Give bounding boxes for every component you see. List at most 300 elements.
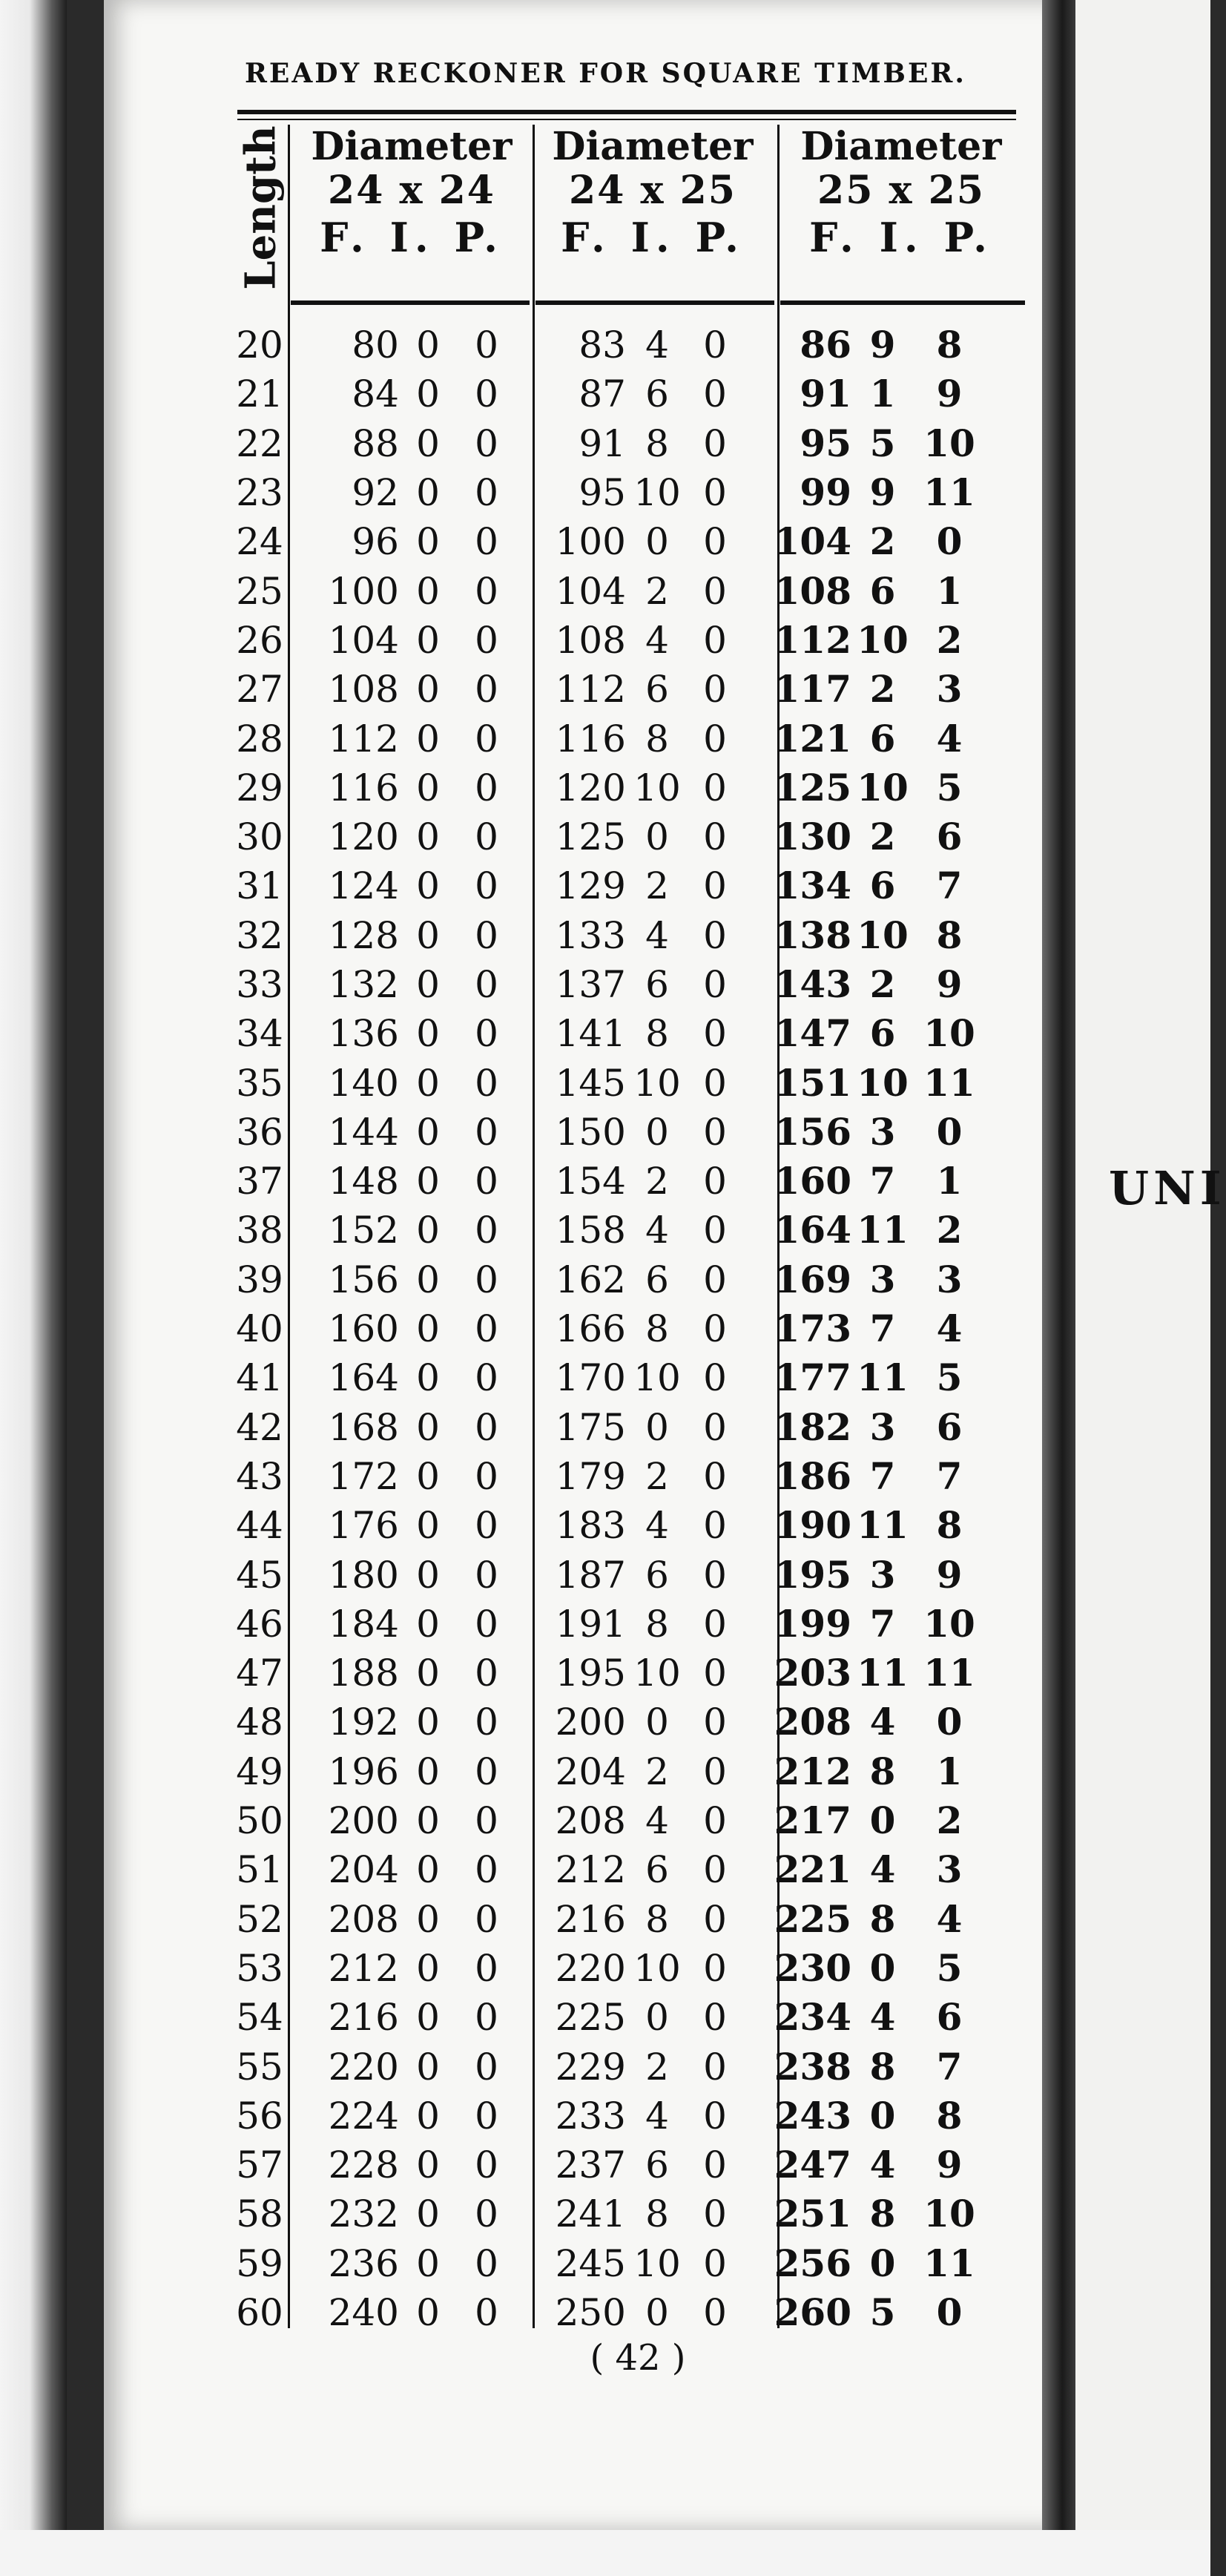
column-size: 24 x 24 [328, 168, 495, 213]
feet-cell: 120 [328, 815, 399, 859]
length-cell: 38 [236, 1209, 283, 1252]
parts-cell: 0 [475, 2143, 498, 2187]
feet-cell: 130 [774, 815, 851, 859]
table-row [230, 2189, 985, 2238]
parts-cell: 0 [475, 1553, 498, 1597]
inches-cell: 4 [645, 323, 669, 367]
inches-cell: 0 [416, 2143, 440, 2187]
column-header-rule [780, 300, 1025, 305]
feet-cell: 200 [555, 1701, 626, 1744]
feet-cell: 141 [555, 1012, 626, 1056]
table-row [230, 1206, 985, 1255]
inches-cell: 4 [869, 1700, 896, 1744]
feet-cell: 212 [774, 1749, 851, 1793]
feet-cell: 186 [774, 1453, 851, 1498]
feet-cell: 96 [352, 520, 399, 564]
table-row [230, 419, 985, 468]
feet-cell: 128 [328, 913, 399, 957]
parts-cell: 1 [936, 1749, 963, 1793]
feet-cell: 241 [555, 2192, 626, 2236]
inches-cell: 0 [416, 520, 440, 564]
inches-cell: 0 [869, 2241, 896, 2285]
inches-cell: 0 [416, 2291, 440, 2335]
inches-cell: 5 [869, 421, 896, 465]
length-cell: 30 [236, 815, 283, 859]
table-row [230, 468, 985, 517]
parts-cell: 0 [703, 1701, 727, 1744]
inches-cell: 0 [416, 1897, 440, 1941]
inches-cell: 0 [416, 1405, 440, 1449]
parts-cell: 7 [936, 1453, 963, 1498]
inches-cell: 11 [857, 1356, 909, 1400]
feet-cell: 104 [774, 519, 851, 564]
table-row [230, 2288, 985, 2337]
feet-cell: 196 [328, 1749, 399, 1793]
table-row [230, 1501, 985, 1550]
feet-cell: 125 [774, 765, 851, 809]
inches-cell: 7 [869, 1601, 896, 1646]
parts-cell: 0 [475, 1749, 498, 1793]
column-size: 25 x 25 [817, 168, 985, 213]
parts-cell: 3 [936, 667, 963, 712]
parts-cell: 0 [703, 1110, 727, 1154]
feet-cell: 137 [555, 963, 626, 1006]
parts-cell: 11 [923, 1651, 975, 1695]
parts-cell: 9 [936, 962, 963, 1006]
length-cell: 24 [236, 520, 283, 564]
parts-cell: 0 [703, 815, 727, 859]
feet-cell: 147 [774, 1011, 851, 1056]
inches-cell: 11 [857, 1651, 909, 1695]
feet-cell: 121 [774, 716, 851, 760]
length-cell: 44 [236, 1504, 283, 1548]
parts-cell: 0 [703, 2291, 727, 2335]
feet-cell: 120 [555, 766, 626, 809]
parts-cell: 0 [475, 520, 498, 564]
parts-cell: 10 [923, 421, 975, 465]
parts-cell: 4 [936, 716, 963, 760]
inches-cell: 6 [645, 372, 669, 416]
length-cell: 23 [236, 471, 283, 515]
table-row [230, 1895, 985, 1944]
column-header-1 [293, 125, 530, 263]
feet-cell: 108 [555, 618, 626, 662]
inches-cell: 8 [645, 1307, 669, 1351]
table-row [230, 616, 985, 665]
inches-cell: 4 [645, 1799, 669, 1843]
parts-cell: 0 [703, 1799, 727, 1843]
length-cell: 43 [236, 1454, 283, 1498]
parts-cell: 0 [475, 1602, 498, 1646]
inches-cell: 3 [869, 1257, 896, 1301]
parts-cell: 0 [475, 1356, 498, 1400]
parts-cell: 0 [475, 1061, 498, 1105]
feet-cell: 80 [352, 323, 399, 367]
inches-cell: 0 [416, 1749, 440, 1793]
feet-cell: 116 [555, 717, 626, 760]
inches-cell: 2 [869, 815, 896, 859]
parts-cell: 0 [703, 1749, 727, 1793]
feet-cell: 86 [800, 323, 851, 367]
table-row [230, 1698, 985, 1747]
parts-cell: 7 [936, 864, 963, 908]
inches-cell: 0 [416, 1996, 440, 2040]
inches-cell: 0 [416, 1110, 440, 1154]
length-cell: 57 [236, 2143, 283, 2187]
feet-cell: 164 [774, 1208, 851, 1252]
inches-cell: 2 [645, 1749, 669, 1793]
parts-cell: 3 [936, 1847, 963, 1892]
length-cell: 54 [236, 1996, 283, 2040]
parts-cell: 0 [475, 1652, 498, 1695]
parts-cell: 0 [475, 1799, 498, 1843]
parts-cell: 5 [936, 765, 963, 809]
parts-cell: 0 [703, 1848, 727, 1892]
inches-cell: 10 [857, 1060, 909, 1105]
inches-cell: 6 [645, 2143, 669, 2187]
inches-cell: 10 [857, 617, 909, 662]
feet-cell: 232 [328, 2192, 399, 2236]
parts-cell: 0 [475, 1258, 498, 1301]
feet-cell: 221 [774, 1847, 851, 1892]
feet-cell: 179 [555, 1454, 626, 1498]
parts-cell: 8 [936, 1503, 963, 1548]
table-row [230, 1058, 985, 1107]
inches-cell: 10 [633, 1652, 681, 1695]
feet-cell: 236 [328, 2241, 399, 2285]
inches-cell: 0 [416, 2094, 440, 2138]
column-size: 24 x 25 [569, 168, 736, 213]
inches-cell: 5 [869, 2290, 896, 2335]
inches-cell: 8 [869, 2044, 896, 2089]
feet-cell: 150 [555, 1110, 626, 1154]
feet-cell: 99 [800, 470, 851, 515]
parts-cell: 0 [475, 1454, 498, 1498]
table-row [230, 2239, 985, 2288]
table-row [230, 566, 985, 615]
length-cell: 21 [236, 372, 283, 416]
length-column-header [231, 125, 291, 290]
parts-cell: 0 [703, 1996, 727, 2040]
parts-cell: 0 [475, 2045, 498, 2089]
feet-cell: 238 [774, 2044, 851, 2089]
parts-cell: 0 [703, 1504, 727, 1548]
length-cell: 58 [236, 2192, 283, 2236]
parts-cell: 0 [703, 1258, 727, 1301]
feet-cell: 208 [328, 1897, 399, 1941]
feet-cell: 173 [774, 1307, 851, 1351]
inches-cell: 0 [416, 1012, 440, 1056]
length-cell: 35 [236, 1061, 283, 1105]
length-cell: 22 [236, 421, 283, 465]
feet-cell: 256 [774, 2241, 851, 2285]
feet-cell: 132 [328, 963, 399, 1006]
parts-cell: 0 [475, 815, 498, 859]
parts-cell: 0 [703, 717, 727, 760]
inches-cell: 3 [869, 1109, 896, 1154]
header-rule-thin [237, 119, 1016, 120]
length-cell: 45 [236, 1553, 283, 1597]
column-units: F. I. P. [561, 214, 745, 261]
length-cell: 42 [236, 1405, 283, 1449]
inches-cell: 0 [416, 1652, 440, 1695]
feet-cell: 208 [555, 1799, 626, 1843]
feet-cell: 224 [328, 2094, 399, 2138]
feet-cell: 92 [352, 471, 399, 515]
parts-cell: 0 [703, 864, 727, 908]
table-row [230, 517, 985, 566]
inches-cell: 4 [869, 1847, 896, 1892]
feet-cell: 237 [555, 2143, 626, 2187]
inches-cell: 8 [645, 1012, 669, 1056]
feet-cell: 260 [774, 2290, 851, 2335]
timber-table [230, 321, 985, 2337]
feet-cell: 129 [555, 864, 626, 908]
parts-cell: 11 [923, 470, 975, 515]
parts-cell: 0 [703, 372, 727, 416]
parts-cell: 0 [703, 618, 727, 662]
parts-cell: 0 [703, 1553, 727, 1597]
inches-cell: 0 [416, 815, 440, 859]
inches-cell: 4 [645, 618, 669, 662]
inches-cell: 10 [633, 2241, 681, 2285]
feet-cell: 195 [774, 1552, 851, 1597]
length-cell: 27 [236, 668, 283, 712]
parts-cell: 5 [936, 1356, 963, 1400]
table-row [230, 1796, 985, 1845]
length-cell: 60 [236, 2291, 283, 2335]
parts-cell: 0 [703, 2143, 727, 2187]
feet-cell: 250 [555, 2291, 626, 2335]
inches-cell: 0 [416, 1061, 440, 1105]
parts-cell: 0 [703, 1061, 727, 1105]
feet-cell: 148 [328, 1160, 399, 1203]
parts-cell: 0 [703, 766, 727, 809]
feet-cell: 104 [555, 569, 626, 613]
parts-cell: 8 [936, 323, 963, 367]
feet-cell: 220 [555, 1946, 626, 1990]
table-row [230, 2140, 985, 2189]
inches-cell: 8 [869, 2192, 896, 2236]
length-cell: 31 [236, 864, 283, 908]
parts-cell: 0 [703, 2045, 727, 2089]
table-row [230, 1157, 985, 1206]
facing-page [1075, 0, 1210, 2576]
parts-cell: 0 [475, 913, 498, 957]
inches-cell: 6 [869, 1011, 896, 1056]
inches-cell: 9 [869, 470, 896, 515]
parts-cell: 0 [703, 1160, 727, 1203]
column-header-rule [535, 300, 774, 305]
feet-cell: 170 [555, 1356, 626, 1400]
length-cell: 28 [236, 717, 283, 760]
table-row [230, 1600, 985, 1649]
table-row [230, 1009, 985, 1058]
parts-cell: 10 [923, 2192, 975, 2236]
inches-cell: 0 [416, 2192, 440, 2236]
feet-cell: 230 [774, 1945, 851, 1990]
feet-cell: 177 [774, 1356, 851, 1400]
parts-cell: 0 [703, 963, 727, 1006]
inches-cell: 0 [416, 963, 440, 1006]
length-cell: 29 [236, 766, 283, 809]
inches-cell: 0 [416, 1454, 440, 1498]
length-cell: 52 [236, 1897, 283, 1941]
length-cell: 34 [236, 1012, 283, 1056]
inches-cell: 10 [633, 1946, 681, 1990]
table-row [230, 960, 985, 1009]
feet-cell: 124 [328, 864, 399, 908]
parts-cell: 11 [923, 1060, 975, 1105]
table-row [230, 861, 985, 910]
feet-cell: 95 [800, 421, 851, 465]
inches-cell: 3 [869, 1404, 896, 1449]
inches-cell: 8 [869, 1896, 896, 1941]
inches-cell: 0 [869, 1945, 896, 1990]
parts-cell: 9 [936, 372, 963, 416]
inches-cell: 6 [645, 668, 669, 712]
inches-cell: 0 [416, 1701, 440, 1744]
inches-cell: 6 [645, 1553, 669, 1597]
length-cell: 59 [236, 2241, 283, 2285]
feet-cell: 91 [579, 421, 626, 465]
parts-cell: 0 [703, 668, 727, 712]
scan-left-margin [0, 0, 67, 2576]
table-row [230, 1403, 985, 1452]
parts-cell: 10 [923, 1601, 975, 1646]
inches-cell: 0 [416, 569, 440, 613]
parts-cell: 0 [936, 1109, 963, 1154]
parts-cell: 0 [475, 2241, 498, 2285]
table-row [230, 1550, 985, 1599]
inches-cell: 0 [416, 1602, 440, 1646]
feet-cell: 144 [328, 1110, 399, 1154]
parts-cell: 0 [703, 569, 727, 613]
table-row [230, 1452, 985, 1501]
parts-cell: 9 [936, 2143, 963, 2187]
column-title: Diameter [552, 124, 754, 169]
column-header-3 [779, 125, 1024, 263]
feet-cell: 191 [555, 1602, 626, 1646]
inches-cell: 6 [869, 568, 896, 613]
inches-cell: 6 [869, 864, 896, 908]
length-cell: 26 [236, 618, 283, 662]
inches-cell: 3 [869, 1552, 896, 1597]
feet-cell: 180 [328, 1553, 399, 1597]
table-row [230, 2092, 985, 2140]
parts-cell: 0 [475, 569, 498, 613]
facing-page-text: UNI [1109, 1161, 1226, 1215]
inches-cell: 0 [416, 1504, 440, 1548]
inches-cell: 10 [633, 766, 681, 809]
parts-cell: 0 [936, 519, 963, 564]
parts-cell: 0 [703, 2192, 727, 2236]
feet-cell: 84 [352, 372, 399, 416]
length-cell: 41 [236, 1356, 283, 1400]
inches-cell: 8 [645, 717, 669, 760]
column-header-2 [534, 125, 771, 263]
table-row [230, 763, 985, 812]
column-title: Diameter [311, 124, 513, 169]
column-header-rule [291, 300, 530, 305]
length-cell: 50 [236, 1799, 283, 1843]
inches-cell: 2 [869, 962, 896, 1006]
feet-cell: 133 [555, 913, 626, 957]
parts-cell: 0 [475, 372, 498, 416]
length-cell: 53 [236, 1946, 283, 1990]
feet-cell: 233 [555, 2094, 626, 2138]
table-row [230, 812, 985, 861]
feet-cell: 175 [555, 1405, 626, 1449]
feet-cell: 112 [555, 668, 626, 712]
parts-cell: 0 [703, 1209, 727, 1252]
length-cell: 20 [236, 323, 283, 367]
length-cell: 33 [236, 963, 283, 1006]
inches-cell: 11 [857, 1208, 909, 1252]
parts-cell: 0 [703, 323, 727, 367]
inches-cell: 2 [645, 1160, 669, 1203]
parts-cell: 0 [475, 717, 498, 760]
table-row [230, 714, 985, 763]
parts-cell: 6 [936, 1404, 963, 1449]
table-row [230, 1944, 985, 1993]
inches-cell: 8 [645, 421, 669, 465]
feet-cell: 217 [774, 1798, 851, 1843]
parts-cell: 0 [475, 668, 498, 712]
parts-cell: 0 [703, 1602, 727, 1646]
table-row [230, 1649, 985, 1698]
inches-cell: 0 [416, 372, 440, 416]
parts-cell: 0 [475, 421, 498, 465]
inches-cell: 2 [869, 519, 896, 564]
parts-cell: 11 [923, 2241, 975, 2285]
parts-cell: 0 [475, 1897, 498, 1941]
table-row [230, 1747, 985, 1796]
inches-cell: 0 [416, 766, 440, 809]
length-cell: 51 [236, 1848, 283, 1892]
page-number: ( 42 ) [590, 2337, 686, 2379]
inches-cell: 0 [416, 1160, 440, 1203]
parts-cell: 0 [475, 864, 498, 908]
inches-cell: 6 [645, 963, 669, 1006]
parts-cell: 0 [475, 1504, 498, 1548]
length-cell: 49 [236, 1749, 283, 1793]
inches-cell: 8 [869, 1749, 896, 1793]
feet-cell: 216 [555, 1897, 626, 1941]
length-cell: 47 [236, 1652, 283, 1695]
parts-cell: 0 [475, 1405, 498, 1449]
inches-cell: 4 [645, 913, 669, 957]
inches-cell: 2 [869, 667, 896, 712]
inches-cell: 0 [645, 520, 669, 564]
parts-cell: 5 [936, 1945, 963, 1990]
parts-cell: 0 [475, 618, 498, 662]
feet-cell: 225 [774, 1896, 851, 1941]
length-cell: 46 [236, 1602, 283, 1646]
feet-cell: 162 [555, 1258, 626, 1301]
inches-cell: 0 [416, 471, 440, 515]
inches-cell: 0 [645, 1110, 669, 1154]
feet-cell: 172 [328, 1454, 399, 1498]
parts-cell: 0 [703, 1356, 727, 1400]
feet-cell: 188 [328, 1652, 399, 1695]
feet-cell: 243 [774, 2093, 851, 2138]
feet-cell: 140 [328, 1061, 399, 1105]
feet-cell: 116 [328, 766, 399, 809]
inches-cell: 0 [645, 815, 669, 859]
parts-cell: 0 [936, 1700, 963, 1744]
column-units: F. I. P. [320, 214, 504, 261]
